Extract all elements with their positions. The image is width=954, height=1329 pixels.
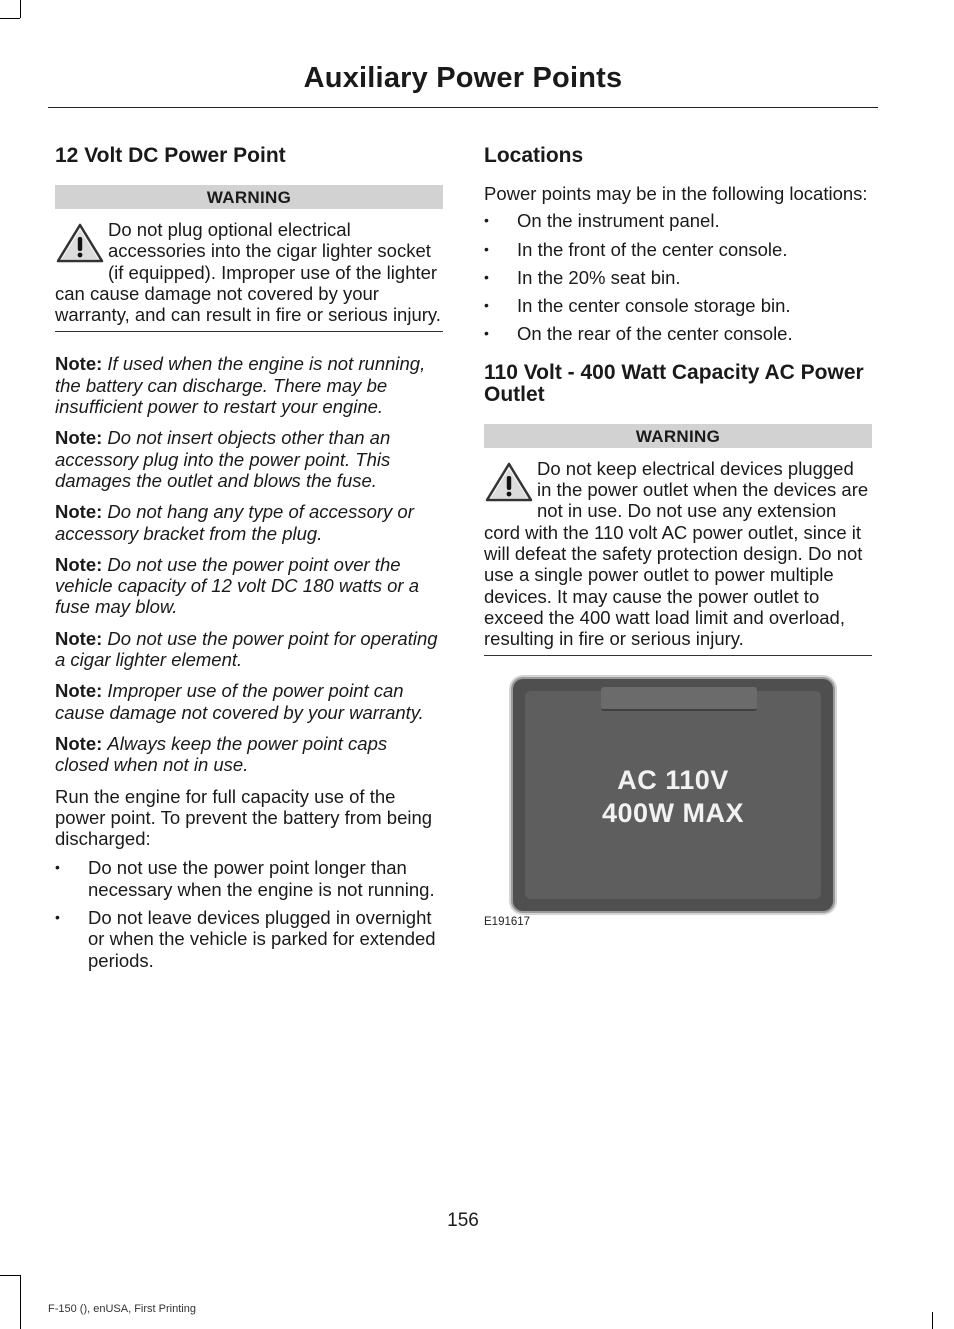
list-item-text: In the 20% seat bin. <box>517 266 681 288</box>
list-item <box>484 295 872 316</box>
footer-text: F-150 (), enUSA, First Printing <box>48 1303 196 1315</box>
crop-mark <box>0 1275 20 1276</box>
note-label: Note: <box>55 680 103 702</box>
bullet-icon: • <box>484 297 489 314</box>
crop-mark <box>20 0 21 18</box>
crop-mark <box>20 1275 21 1329</box>
warning-text: Do not plug optional electrical accessories into the cigar lighter socket (if equipped). Improper use of the lighter can cause damage not covered by your warranty, and can result in fire or serious injury. <box>55 219 441 326</box>
list-item <box>484 267 872 288</box>
note-text: Do not hang any type of accessory or accessory bracket from the plug. <box>55 501 414 544</box>
note-label: Note: <box>55 732 103 754</box>
outlet-label-line2: 400W MAX <box>601 798 745 829</box>
figure-code: E191617 <box>484 916 531 929</box>
warning-box <box>484 448 872 657</box>
note-label: Note: <box>55 627 103 649</box>
note <box>55 733 443 776</box>
list-item-text: On the rear of the center console. <box>517 323 793 345</box>
list-item-text: In the front of the center console. <box>517 238 788 260</box>
bullet-icon: • <box>484 240 489 257</box>
outlet-hinge <box>601 687 757 711</box>
list-item <box>55 907 443 971</box>
warning-triangle-icon <box>55 222 105 264</box>
crop-mark <box>0 18 20 19</box>
list-item <box>484 239 872 260</box>
bullet-icon: • <box>484 212 489 229</box>
bullet-icon: • <box>55 859 60 876</box>
note-text: Do not use the power point over the vehicle capacity of 12 volt DC 180 watts or a fuse may blow. <box>55 553 420 618</box>
note-label: Note: <box>55 553 103 575</box>
list-item <box>484 323 872 344</box>
section-heading: 110 Volt - 400 Watt Capacity AC Power Outlet <box>484 360 864 406</box>
bullet-icon: • <box>484 325 489 342</box>
list-item-text: Do not leave devices plugged in overnight or when the vehicle is parked for extended periods. <box>88 907 436 971</box>
warning-triangle-icon <box>484 461 534 503</box>
bullet-icon: • <box>484 268 489 285</box>
list-item-text: In the center console storage bin. <box>517 295 791 317</box>
outlet-cover-image <box>513 679 833 911</box>
warning-bar: WARNING <box>484 424 872 448</box>
note-label: Note: <box>55 427 103 449</box>
page-header <box>48 58 878 108</box>
note <box>55 628 443 671</box>
note-label: Note: <box>55 501 103 523</box>
right-column <box>484 144 872 929</box>
section-heading: 12 Volt DC Power Point <box>55 144 286 167</box>
list-item <box>484 210 872 231</box>
page-title: Auxiliary Power Points <box>303 62 623 94</box>
list-item-text: Do not use the power point longer than necessary when the engine is not running. <box>88 857 435 900</box>
left-column <box>55 145 443 971</box>
section-heading: Locations <box>484 144 584 167</box>
warning-bar: WARNING <box>55 185 443 209</box>
note-text: Improper use of the power point can cause damage not covered by your warranty. <box>55 680 424 723</box>
bullet-icon: • <box>55 909 60 926</box>
note-text: Always keep the power point caps closed when not in use. <box>55 732 388 776</box>
warning-text: Do not keep electrical devices plugged in the power outlet when the devices are not in use. Do not use any extension cord with the 110 volt AC power outlet, since it will defeat the safety protection design. Do not use a single power outlet to power multiple devices. It may cause the power outlet to exceed the 400 watt load limit and overload, resulting in fire or serious injury. <box>484 457 869 650</box>
bullet-list <box>55 857 443 970</box>
crop-mark <box>932 1312 933 1329</box>
outlet-label-line1: AC 110V <box>617 765 729 796</box>
notes-list <box>55 353 443 775</box>
note <box>55 353 443 417</box>
note-text: If used when the engine is not running, the battery can discharge. There may be insufficient power to restart your engine. <box>55 353 426 418</box>
run-engine-text: Run the engine for full capacity use of the power point. To prevent the battery from being discharged: <box>55 785 433 850</box>
locations-intro: Power points may be in the following locations: <box>484 183 868 204</box>
list-item-text: On the instrument panel. <box>517 210 720 232</box>
note-text: Do not insert objects other than an accessory plug into the power point. This damages the outlet and blows the fuse. <box>55 427 391 491</box>
note <box>55 427 443 491</box>
page-number: 156 <box>447 1210 479 1231</box>
note-label: Note: <box>55 353 103 375</box>
locations-list <box>484 210 872 344</box>
note <box>55 554 443 618</box>
note <box>55 680 443 723</box>
warning-box <box>55 209 443 332</box>
note <box>55 501 443 544</box>
outlet-cover-panel <box>525 691 821 899</box>
note-text: Do not use the power point for operating a cigar lighter element. <box>55 627 438 671</box>
list-item <box>55 857 443 900</box>
